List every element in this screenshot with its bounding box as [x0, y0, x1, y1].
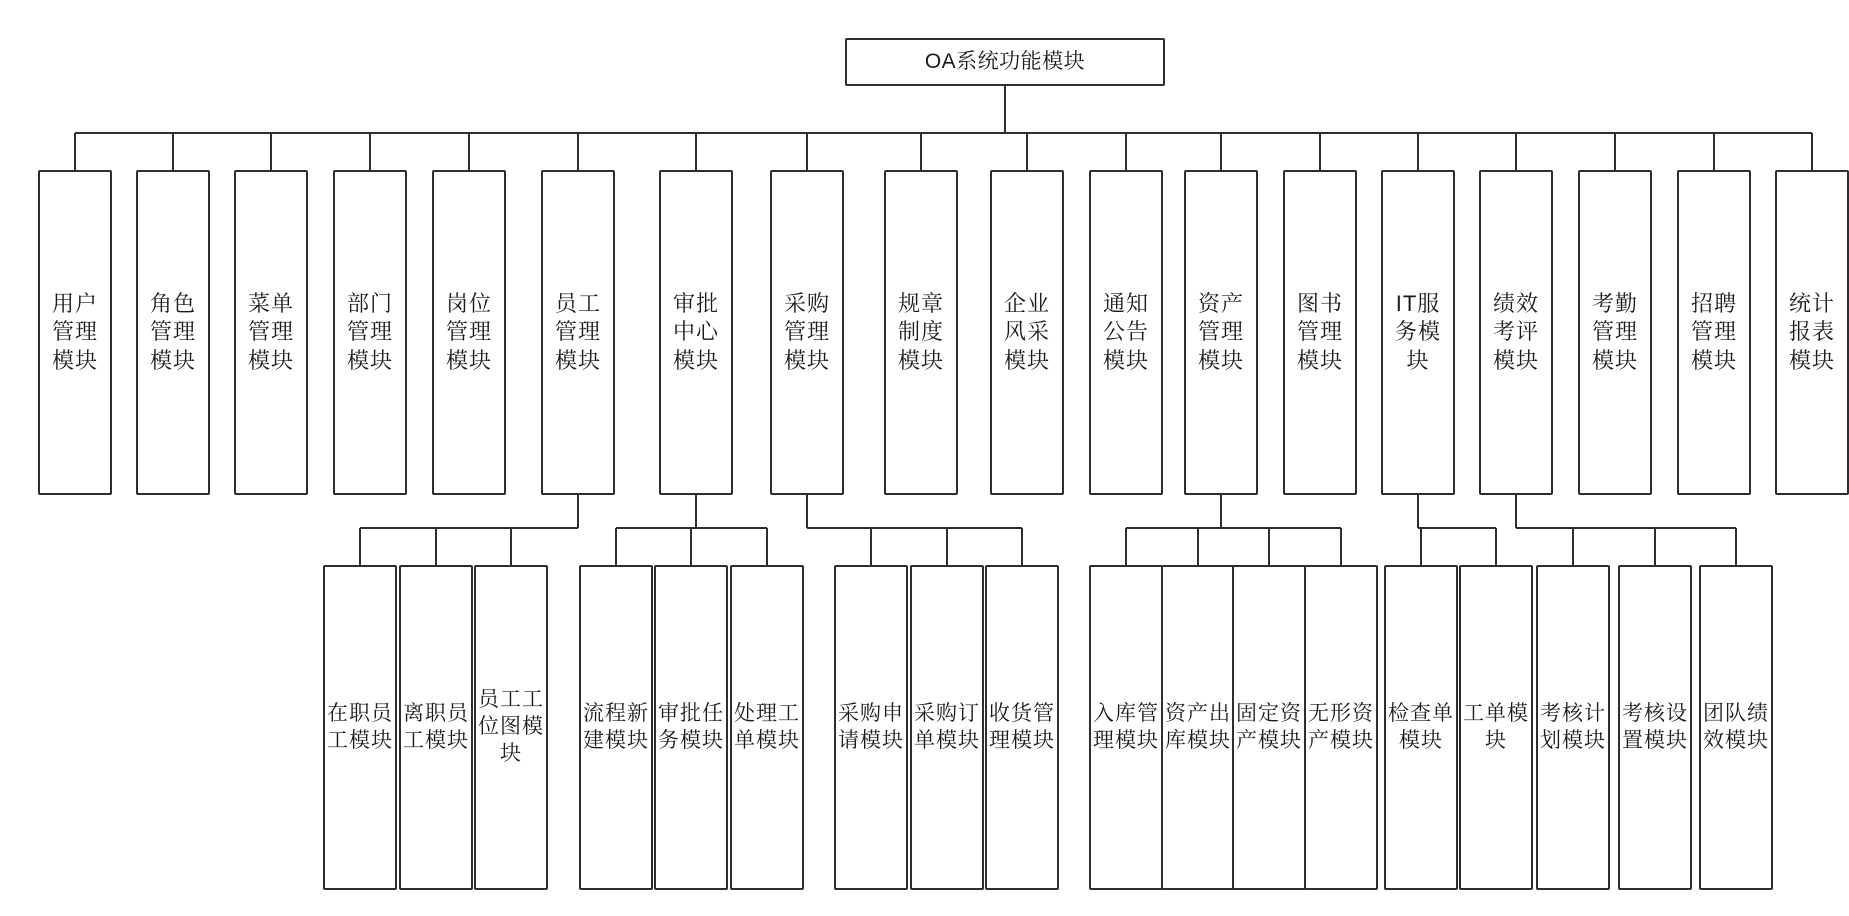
module-node-n6[interactable] — [541, 170, 615, 495]
submodule-node-c7-label: 采购申请模块 — [838, 701, 904, 752]
module-node-n1-label: 用户管理模块 — [51, 291, 98, 373]
module-node-n3-label: 菜单管理模块 — [247, 291, 294, 373]
submodule-node-c5-label: 审批任务模块 — [658, 701, 724, 752]
submodule-node-c1[interactable] — [323, 565, 397, 890]
module-node-n1[interactable] — [38, 170, 112, 495]
submodule-node-c9-label: 收货管理模块 — [989, 701, 1055, 752]
submodule-node-c18[interactable] — [1699, 565, 1773, 890]
module-node-n13[interactable] — [1283, 170, 1357, 495]
module-node-n16-label: 考勤管理模块 — [1591, 291, 1638, 373]
submodule-node-c4-label: 流程新建模块 — [583, 701, 649, 752]
module-node-n8[interactable] — [770, 170, 844, 495]
module-node-n4[interactable] — [333, 170, 407, 495]
module-node-n9-label: 规章制度模块 — [897, 291, 944, 373]
submodule-node-c10[interactable] — [1089, 565, 1163, 890]
submodule-node-c2[interactable] — [399, 565, 473, 890]
submodule-node-c18-label: 团队绩效模块 — [1703, 701, 1769, 752]
module-node-n15[interactable] — [1479, 170, 1553, 495]
module-node-n10[interactable] — [990, 170, 1064, 495]
module-node-n14[interactable] — [1381, 170, 1455, 495]
module-node-n17-label: 招聘管理模块 — [1690, 291, 1737, 373]
module-node-n11-label: 通知公告模块 — [1102, 291, 1149, 373]
submodule-node-c16[interactable] — [1536, 565, 1610, 890]
submodule-node-c12[interactable] — [1232, 565, 1306, 890]
module-node-n15-label: 绩效考评模块 — [1492, 291, 1539, 373]
submodule-node-c1-label: 在职员工模块 — [327, 701, 393, 752]
module-node-n18[interactable] — [1775, 170, 1849, 495]
submodule-node-c17-label: 考核设置模块 — [1622, 701, 1688, 752]
submodule-node-c3[interactable] — [474, 565, 548, 890]
submodule-node-c15-label: 工单模块 — [1463, 701, 1529, 752]
module-node-n6-label: 员工管理模块 — [554, 291, 601, 373]
submodule-node-c17[interactable] — [1618, 565, 1692, 890]
submodule-node-c10-label: 入库管理模块 — [1093, 701, 1159, 752]
submodule-node-c6[interactable] — [730, 565, 804, 890]
submodule-node-c2-label: 离职员工模块 — [403, 701, 469, 752]
module-node-n12[interactable] — [1184, 170, 1258, 495]
module-node-n12-label: 资产管理模块 — [1197, 291, 1244, 373]
module-node-n14-label: IT服务模块 — [1394, 291, 1441, 373]
submodule-node-c6-label: 处理工单模块 — [734, 701, 800, 752]
module-node-n5[interactable] — [432, 170, 506, 495]
submodule-node-c13[interactable] — [1304, 565, 1378, 890]
module-node-n5-label: 岗位管理模块 — [445, 291, 492, 373]
submodule-node-c13-label: 无形资产模块 — [1308, 701, 1374, 752]
submodule-node-c14-label: 检查单模块 — [1388, 701, 1454, 752]
root-node-label: OA系统功能模块 — [924, 49, 1086, 73]
module-node-n4-label: 部门管理模块 — [346, 291, 393, 373]
module-node-n9[interactable] — [884, 170, 958, 495]
module-node-n16[interactable] — [1578, 170, 1652, 495]
module-node-n10-label: 企业风采模块 — [1003, 291, 1050, 373]
submodule-node-c11[interactable] — [1161, 565, 1235, 890]
submodule-node-c3-label: 员工工位图模块 — [478, 688, 544, 765]
submodule-node-c11-label: 资产出库模块 — [1165, 701, 1231, 752]
submodule-node-c15[interactable] — [1459, 565, 1533, 890]
module-node-n7[interactable] — [659, 170, 733, 495]
submodule-node-c8[interactable] — [910, 565, 984, 890]
module-node-n11[interactable] — [1089, 170, 1163, 495]
module-node-n3[interactable] — [234, 170, 308, 495]
root-node[interactable] — [845, 38, 1165, 86]
submodule-node-c5[interactable] — [654, 565, 728, 890]
module-node-n18-label: 统计报表模块 — [1788, 291, 1835, 373]
submodule-node-c9[interactable] — [985, 565, 1059, 890]
submodule-node-c12-label: 固定资产模块 — [1236, 701, 1302, 752]
module-node-n8-label: 采购管理模块 — [783, 291, 830, 373]
submodule-node-c14[interactable] — [1384, 565, 1458, 890]
module-node-n13-label: 图书管理模块 — [1296, 291, 1343, 373]
module-node-n2[interactable] — [136, 170, 210, 495]
module-node-n7-label: 审批中心模块 — [672, 291, 719, 373]
submodule-node-c8-label: 采购订单模块 — [914, 701, 980, 752]
module-node-n2-label: 角色管理模块 — [149, 291, 196, 373]
submodule-node-c16-label: 考核计划模块 — [1540, 701, 1606, 752]
submodule-node-c7[interactable] — [834, 565, 908, 890]
submodule-node-c4[interactable] — [579, 565, 653, 890]
module-node-n17[interactable] — [1677, 170, 1751, 495]
